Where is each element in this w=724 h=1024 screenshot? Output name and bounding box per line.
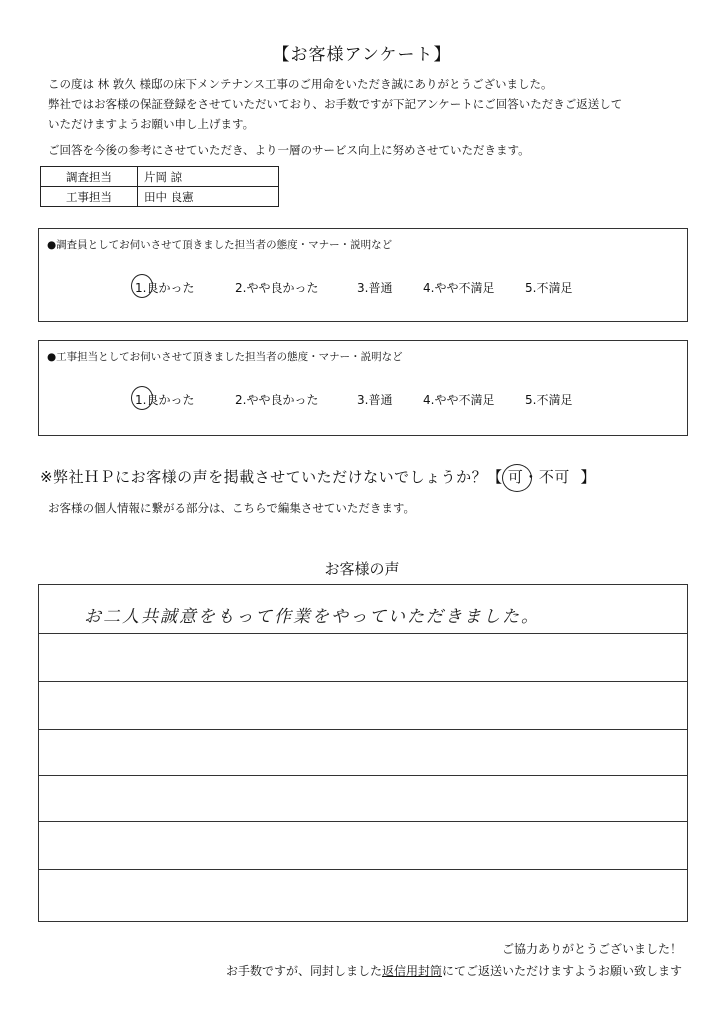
question-text: ●工事担当としてお伺いさせて頂きました担当者の態度・マナー・説明など [47, 351, 403, 363]
hp-yes-label: 可 [507, 468, 524, 486]
intro-line-3: いただけますようお願い申し上げます。 [48, 117, 255, 131]
ruled-line [39, 821, 687, 822]
hp-choice-no[interactable]: 不可 [538, 468, 570, 486]
privacy-note: お客様の個人情報に繋がる部分は、こちらで編集させていただきます。 [48, 501, 415, 515]
question-box-construction [38, 340, 688, 436]
hp-choice-yes[interactable] [508, 468, 524, 486]
question-text: ●調査員としてお伺いさせて頂きました担当者の態度・マナー・説明など [47, 239, 393, 251]
staff-role: 調査担当 [41, 167, 138, 187]
ruled-line [39, 869, 687, 870]
ruled-line [39, 775, 687, 776]
hp-separator: ・ [523, 468, 539, 486]
staff-role: 工事担当 [41, 187, 138, 207]
rating-option-label: 1.良かった [135, 393, 195, 407]
selected-circle-mark [131, 274, 153, 298]
staff-name: 片岡 諒 [138, 167, 279, 187]
rating-option-1[interactable] [135, 279, 194, 296]
rating-option-label: 1.良かった [135, 281, 195, 295]
staff-row-survey [41, 167, 279, 187]
handwritten-comment: お二人共誠意をもって作業をやっていただきました。 [84, 607, 540, 627]
hp-permission-question [40, 466, 596, 487]
intro-line-4: ご回答を今後の参考にさせていただき、より一層のサービス向上に努めさせていただきます。 [48, 143, 530, 157]
return-text-after: にてご返送いただけますようお願い致します [441, 964, 682, 978]
return-text-before: お手数ですが、同封しました [225, 964, 382, 978]
selected-circle-mark [502, 464, 532, 492]
hp-close-bracket: 】 [580, 468, 596, 486]
question-box-survey [38, 228, 688, 322]
rating-option-5[interactable]: 5.不満足 [525, 393, 573, 407]
staff-row-construction [41, 187, 279, 207]
selected-circle-mark [131, 386, 153, 410]
ruled-line [39, 681, 687, 682]
rating-option-4[interactable]: 4.やや不満足 [423, 393, 495, 407]
staff-table [40, 166, 279, 207]
intro-line-2: 弊社ではお客様の保証登録をさせていただいており、お手数ですが下記アンケートにご回答いただきご返送して [48, 97, 623, 111]
voice-section-title: お客様の声 [324, 560, 400, 578]
rating-option-5[interactable]: 5.不満足 [525, 281, 573, 295]
rating-option-3[interactable]: 3.普通 [357, 393, 393, 407]
rating-option-1[interactable] [135, 391, 194, 408]
page-title: 【お客様アンケート】 [272, 45, 452, 65]
return-instruction [226, 962, 682, 979]
staff-name: 田中 良憲 [138, 187, 279, 207]
voice-comment-box[interactable] [38, 584, 688, 922]
rating-option-3[interactable]: 3.普通 [357, 281, 393, 295]
ruled-line [39, 729, 687, 730]
hp-question-text: ※弊社ＨＰにお客様の声を掲載させていただけないでしょうか？【 [40, 468, 503, 486]
intro-line-1: この度は 林 敦久 様邸の床下メンテナンス工事のご用命をいただき誠にありがとうございました。 [48, 77, 553, 91]
rating-option-2[interactable]: 2.やや良かった [235, 393, 319, 407]
return-envelope-text: 返信用封筒 [381, 964, 442, 978]
thanks-message: ご協力ありがとうございました！ [501, 942, 682, 956]
rating-option-2[interactable]: 2.やや良かった [235, 281, 319, 295]
rating-option-4[interactable]: 4.やや不満足 [423, 281, 495, 295]
ruled-line [39, 633, 687, 634]
